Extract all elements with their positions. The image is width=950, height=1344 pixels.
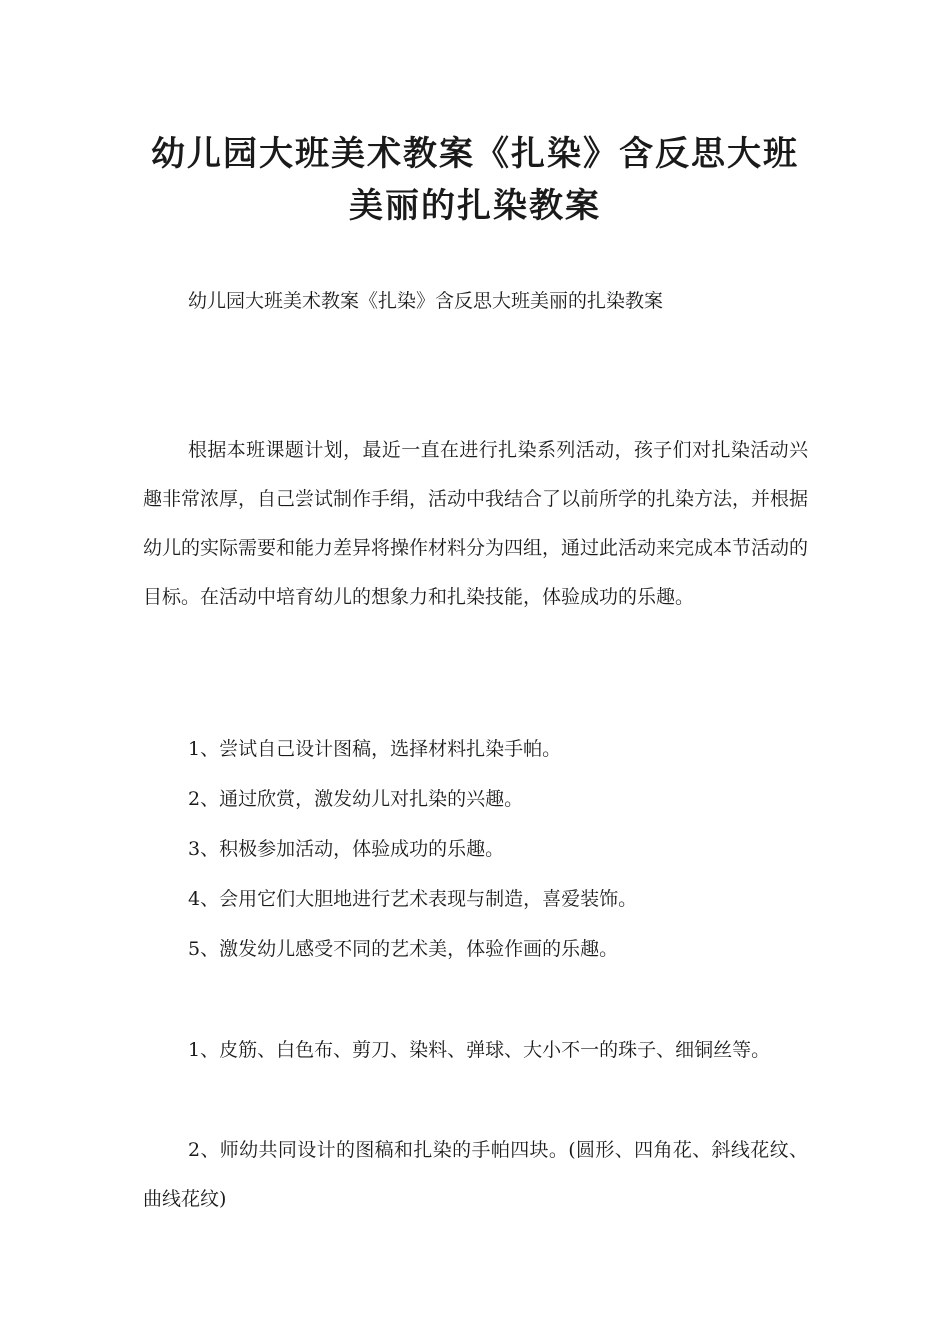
- goal-item: 3、积极参加活动，体验成功的乐趣。: [188, 838, 505, 860]
- intro-paragraph: 根据本班课题计划，最近一直在进行扎染系列活动，孩子们对扎染活动兴趣非常浓厚，自己尝试制作手绢，活动中我结合了以前所学的扎染方法，并根据幼儿的实际需要和能力差异将操作材料分为四组，通过此活动来完成本节活动的目标。在活动中培育幼儿的想象力和扎染技能，体验成功的乐趣。: [143, 439, 809, 608]
- goal-item: 4、会用它们大胆地进行艺术表现与制造，喜爱装饰。: [188, 888, 638, 910]
- goal-item: 1、尝试自己设计图稿，选择材料扎染手帕。: [188, 738, 562, 760]
- document-title: 幼儿园大班美术教案《扎染》含反思大班美丽的扎染教案: [151, 134, 799, 226]
- material-item: 1、皮筋、白色布、剪刀、染料、弹球、大小不一的珠子、细铜丝等。: [188, 1039, 771, 1061]
- material-item: 2、师幼共同设计的图稿和扎染的手帕四块。(圆形、四角花、斜线花纹、曲线花纹): [143, 1139, 808, 1210]
- document-subtitle: 幼儿园大班美术教案《扎染》含反思大班美丽的扎染教案: [188, 290, 664, 312]
- goal-item: 2、通过欣赏，激发幼儿对扎染的兴趣。: [188, 788, 524, 810]
- goal-item: 5、激发幼儿感受不同的艺术美，体验作画的乐趣。: [188, 938, 619, 960]
